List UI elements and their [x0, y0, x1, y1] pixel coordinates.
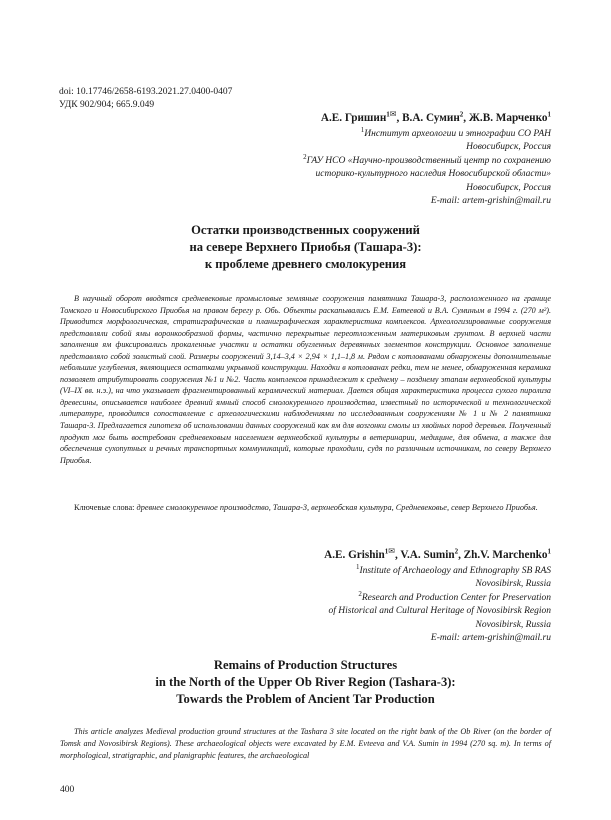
en-authors-block: [324, 548, 551, 645]
ru-title: Остатки производственных сооружений на севере Верхнего Приобья (Ташара-3): к проблеме древнего смолокурения: [189, 223, 422, 271]
en-author-3: Zh.V. Marchenko: [463, 549, 548, 561]
envelope-icon: ✉: [389, 109, 397, 119]
en-affiliation-2-cont: of Historical and Cultural Heritage of Novosibirsk Region: [328, 606, 551, 617]
ru-affiliation-2: $^2$ГАУ НСО «Научно-производственный центр по сохранению: [303, 152, 551, 166]
en-author-list: A.E. Grishin$^{1✉}$, V.A. Sumin$^2$, Zh.V. Marchenko$^1$: [324, 546, 551, 561]
en-affiliation-1-city: Novosibirsk, Russia: [475, 579, 551, 590]
en-author-2: V.A. Sumin: [400, 549, 455, 561]
ru-author-2: В.А. Сумин: [402, 112, 460, 124]
en-email: E-mail: artem-grishin@mail.ru: [430, 633, 551, 644]
ru-affiliation-2-city: Новосибирск, Россия: [466, 182, 551, 193]
keywords-label: Ключевые слова:: [74, 503, 135, 512]
en-title: Remains of Production Structures in the North of the Upper Ob River Region (Tashara-3): Towards the Problem of Ancient Tar Production: [155, 658, 456, 706]
ru-author-list: А.Е. Гришин$^{1✉}$, В.А. Сумин$^2$, Ж.В. Марченко$^1$: [320, 109, 551, 124]
envelope-icon: ✉: [388, 546, 395, 556]
article-identifiers: [59, 86, 232, 112]
en-abstract: This article analyzes Medieval production ground structures at the Tashara 3 site located on the right bank of the Ob River (on the border of Tomsk and Novosibirsk Regions). These archaeological objects were excavated by E.M. Evteeva and V.A. Sumin in 1994 (270 sq. m). In terms of morphological, stratigraphic, and planigraphic features, the archaeological: [60, 727, 551, 760]
ru-abstract: В научный оборот вводятся средневековые промысловые земляные сооружения памятника Ташара-3, расположенного на границе Томского и Новосибирского Приобья на правом берегу р. Обь. Объекты раскапывались Е.М. Евтеевой и В.А. Суминым в 1994 г. (270 м²). Приводится морфологическая, стратиграфическая и планиграфическая характеристика комплексов. Археологизированные сооружения представляли собой ямы воронкообразной формы, частично перекрытые переотложенным материковым грунтом. В верхней части заполнения ям фиксировались прокаленные участки и остатки обугленных деревянных элементов конструкции. Основное заполнение представляло собой золистый слой. Размеры сооружений 3,14–3,4 × 2,94 × 1,1–1,8 м. Рядом с котлованами обнаружены дополнительные небольшие углубления, являющиеся остатками укрывной конструкции. Находки в котлованах редки, тем не менее, обнаруженная керамика позволяет атрибутировать сооружения №1 и №2. Часть комплексов принадлежит к среднему – позднему этапам верхнеобской культуры (VI–IX вв. н.э.), на что указывает фрагментированный керамический материал. Дается общая характеристика процесса сухого пиролиза древесины, описывается наиболее древний ямный способ смолокуренного производства, известный по исторической и технологической литературе, проводится сопоставление с археологическими наблюдениями по исследованным сооружениям № 1 и № 2 памятника Ташара-3. Предлагается гипотеза об использовании данных сооружений как ям для возгонки смолы из хвойных пород деревьев. Полученный продукт мог быть востребован средневековым населением верхнеобской культуры в ветеринарии, медицине, для обмена, а также для обеспечения сухопутных и речных транспортных коммуникаций, которые проходили, судя по различным источникам, по северу Верхнего Приобья.: [60, 294, 551, 465]
ru-affiliation-1-city: Новосибирск, Россия: [466, 142, 551, 153]
ru-affiliation-2-cont: историко-культурного наследия Новосибирской области»: [315, 169, 551, 180]
en-affiliation-1: $^1$Institute of Archaeology and Ethnography SB RAS: [355, 562, 551, 576]
en-affiliation-2-city: Novosibirsk, Russia: [475, 619, 551, 630]
ru-author-3: Ж.В. Марченко: [468, 112, 548, 124]
ru-author-1: А.Е. Гришин: [320, 112, 387, 124]
doi: doi: 10.17746/2658-6193.2021.27.0400-0407: [59, 87, 233, 97]
page-number: 400: [60, 785, 75, 795]
en-affiliation-2: $^2$Research and Production Center for Preservation: [358, 589, 551, 603]
ru-authors-block: [303, 111, 551, 208]
udk: УДК 902/904; 665.9.049: [59, 100, 155, 110]
ru-affiliation-1: $^1$Институт археологии и этнографии СО РАН: [360, 125, 551, 139]
ru-keywords: [60, 502, 551, 514]
ru-email: E-mail: artem-grishin@mail.ru: [430, 196, 551, 207]
keywords-text: древнее смолокуренное производство, Ташара-3, верхнеобская культура, Средневековье, север Верхнего Приобья.: [136, 503, 538, 512]
en-author-1: A.E. Grishin: [324, 549, 385, 561]
